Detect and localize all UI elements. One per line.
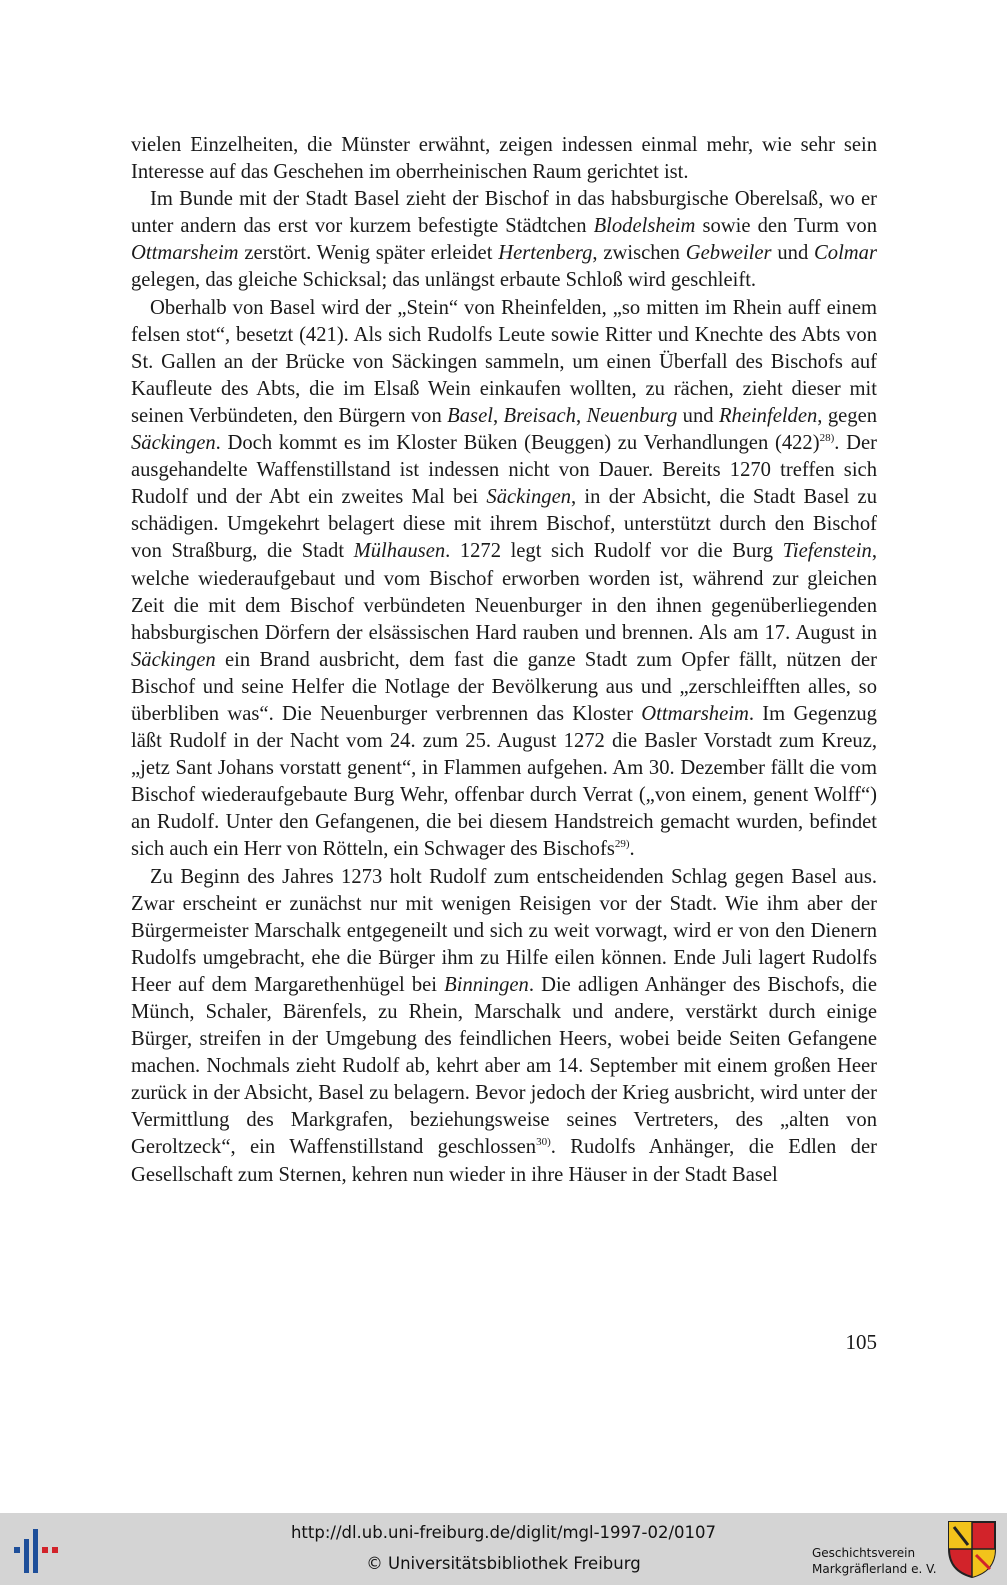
text-run: . Im Gegenzug läßt Rudolf in der Nacht vom 24. zum 25. August 1272 die Basler Vorstadt zum Kreuz, „jetz Sant Johans vorstatt genent“, in Flammen aufgehen. Am 30. Dezember fällt die vom Bischof wiederaufgebaute Burg Wehr, offenbar durch Verrat („von einem, genent Wolff“) an Rudolf. Unter den Gefangenen, die bei diesem Handstreich gemacht wurden, befindet sich auch ein Herr von Rötteln, ein Schwager des Bischofs (131, 702, 877, 861)
place-name: Gebweiler (685, 242, 772, 265)
place-name: Colmar (814, 242, 877, 265)
place-name: Ottmarsheim (131, 242, 239, 265)
place-name: Basel (447, 404, 493, 427)
text-run: , gegen (817, 404, 878, 427)
text-run: ein Brand ausbricht, dem fast die ganze Stadt zum Opfer fällt, nützen der Bischof und seine Helfer die Notlage der Bevölkerung aus und „zerschleifften alles, so überbliben was“. Die Neuenburger verbrennen das Kloster (131, 648, 877, 725)
place-name: Säckingen (131, 432, 216, 455)
text-run: vielen Einzelheiten, die Münster erwähnt, zeigen indessen einmal mehr, wie sehr sein Interesse auf das Geschehen im oberrheinischen Raum gerichtet ist. (131, 134, 877, 184)
footnote-ref: 29) (614, 838, 630, 851)
text-run: und (677, 404, 719, 427)
footer-url[interactable]: http://dl.ub.uni-freiburg.de/diglit/mgl-1997-02/0107 (290, 1523, 717, 1542)
text-run: , welche wiederaufgebaut und vom Bischof erworben worden ist, während zur gleichen Zeit die mit dem Bischof verbündeten Neuenburger in den ihnen gegenüberliegenden habsburgischen Dörfern der elsässischen Hard rauben und brennen. Als am 17. August in (131, 540, 877, 644)
text-run: Zu Beginn des Jahres 1273 holt Rudolf zum entscheidenden Schlag gegen Basel aus. Zwar erscheint er zunächst nur mit wenigen Reisigen vor der Stadt. Wie ihm aber der Bürgermeister Marschalk entgegeneilt und sich zu weit vorwagt, wird er von den Dienern Rudolfs umgebracht, ehe die Bürger ihm zu Hilfe eilen können. Ende Juli lagert Rudolfs Heer auf dem Margarethenhügel bei (131, 865, 877, 996)
text-run: sowie den Turm von (695, 215, 878, 238)
text-run: Im Bunde mit der Stadt Basel zieht der Bischof in das habsburgische Oberelsaß, wo er unter andern das erst vor kurzem befestigte Städtchen (131, 188, 877, 238)
place-name: Säckingen (486, 486, 572, 509)
place-name: Tiefenstein (782, 540, 872, 563)
paragraph (131, 864, 877, 1189)
place-name: Hertenberg (498, 242, 593, 265)
footnote-ref: 30) (536, 1136, 551, 1149)
place-name: Säckingen (131, 648, 216, 671)
text-run: , (575, 404, 587, 427)
text-run: . Rudolfs Anhänger, die Edlen der Gesellschaft zum Sternen, kehren nun wieder in ihre Häuser in der Stadt Basel (131, 1136, 877, 1186)
paragraph (131, 186, 877, 294)
text-run: , (492, 404, 504, 427)
text-run: gelegen, das gleiche Schicksal; das unlängst erbaute Schloß wird geschleift. (131, 269, 757, 292)
text-run: . Doch kommt es im Kloster Büken (Beuggen) zu Verhandlungen (422) (215, 432, 820, 455)
text-run: . Der ausgehandelte Waffenstillstand ist indessen nicht von Dauer. Bereits 1270 treffen sich Rudolf und der Abt ein zweites Mal bei (131, 432, 877, 509)
page-number: 105 (845, 1330, 877, 1354)
paragraph (131, 295, 877, 864)
footer-copyright: © Universitätsbibliothek Freiburg (366, 1554, 641, 1573)
society-name-line2: Markgräflerland e. V. (812, 1562, 937, 1576)
text-run: . 1272 legt sich Rudolf vor die Burg (445, 540, 783, 563)
page-body (131, 132, 877, 1189)
paragraph (131, 132, 877, 186)
footnote-ref: 28) (819, 432, 835, 445)
place-name: Neuenburg (586, 404, 678, 427)
text-run: , zwischen (592, 242, 686, 265)
text-run: und (771, 242, 815, 265)
place-name: Mülhausen (353, 540, 446, 563)
society-name-line1: Geschichtsverein (812, 1546, 916, 1560)
text-run: zerstört. Wenig später erleidet (238, 242, 499, 265)
place-name: Blodelsheim (593, 215, 696, 238)
text-run: . (629, 838, 635, 861)
place-name: Ottmarsheim (641, 702, 749, 725)
place-name: Binningen (444, 973, 529, 996)
text-run: , in der Absicht, die Stadt Basel zu schädigen. Umgekehrt belagert diese mit ihrem Bischof, unterstützt durch den Bischof von Straßburg, die Stadt (131, 486, 877, 563)
place-name: Rheinfelden (718, 404, 818, 427)
footer-bar (0, 1513, 1007, 1585)
coat-of-arms-icon (946, 1519, 998, 1579)
society-name (812, 1545, 942, 1577)
place-name: Breisach (503, 404, 576, 427)
text-run: . Die adligen Anhänger des Bischofs, die Münch, Schaler, Bärenfels, zu Rhein, Marschalk und andere, verstärkt durch einige Bürger, streifen in der Umgebung des feindlichen Heers, wobei beide Seiten Gefangene machen. Nochmals zieht Rudolf ab, kehrt aber am 14. September mit einem großen Heer zurück in der Absicht, Basel zu belagern. Bevor jedoch der Krieg ausbricht, wird unter der Vermittlung des Markgrafen, beziehungsweise seines Vertreters, des „alten von Geroltzeck“, ein Waffenstillstand geschlossen (131, 973, 877, 1159)
text-run: Oberhalb von Basel wird der „Stein“ von Rheinfelden, „so mitten im Rhein auff einem felsen stot“, besetzt (421). Als sich Rudolfs Leute sowie Ritter und Knechte des Abts von St. Gallen an der Brücke von Säckingen sammeln, um einen Überfall des Bischofs auf Kaufleute des Abts, die im Elsaß Wein einkaufen wollten, zu rächen, zieht dieser mit seinen Verbündeten, den Bürgern von (131, 296, 877, 427)
